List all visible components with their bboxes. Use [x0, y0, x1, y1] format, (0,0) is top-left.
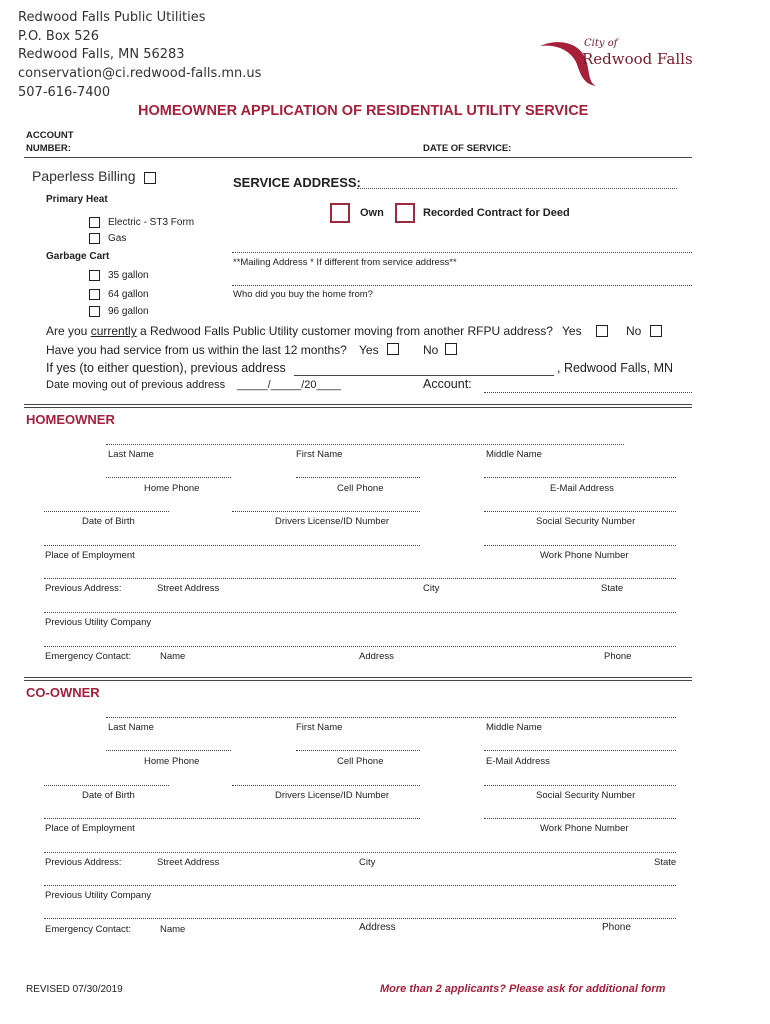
co-home-phone-label: Home Phone — [144, 756, 200, 767]
co-email-field[interactable] — [484, 750, 676, 751]
contact-phone: 507-616-7400 — [18, 85, 111, 100]
ho-cell-phone-field[interactable] — [296, 477, 420, 478]
garbage-cart-label: Garbage Cart — [46, 251, 110, 262]
account-label-2: NUMBER: — [26, 143, 71, 154]
city-logo — [536, 36, 693, 88]
ho-emergency-field[interactable] — [44, 646, 676, 647]
ho-email-label: E-Mail Address — [550, 483, 614, 494]
ho-email-field[interactable] — [484, 477, 676, 478]
ho-prev-utility-label: Previous Utility Company — [45, 617, 152, 628]
ho-dob-field[interactable] — [44, 511, 169, 512]
ho-work-phone-label: Work Phone Number — [540, 550, 629, 561]
question-current-pre: Are you — [46, 324, 91, 338]
co-state-label: State — [654, 857, 677, 868]
co-employment-label: Place of Employment — [45, 823, 135, 834]
co-dob-field[interactable] — [44, 785, 169, 786]
contact-email[interactable]: conservation@ci.redwood-falls.mn.us — [18, 66, 262, 81]
ho-home-phone-field[interactable] — [106, 477, 231, 478]
q1-yes-label: Yes — [562, 324, 582, 338]
ho-name-field[interactable] — [106, 444, 624, 445]
co-city-label: City — [359, 857, 376, 868]
co-work-phone-label: Work Phone Number — [540, 823, 629, 834]
ho-cell-phone-label: Cell Phone — [337, 483, 384, 494]
ho-dob-label: Date of Birth — [82, 516, 135, 527]
ho-employment-label: Place of Employment — [45, 550, 135, 561]
page-title: HOMEOWNER APPLICATION OF RESIDENTIAL UTILITY SERVICE — [138, 103, 589, 119]
coowner-heading: CO-OWNER — [26, 685, 100, 700]
co-emergency-phone-label: Phone — [602, 922, 631, 933]
previous-address-field[interactable] — [294, 375, 554, 376]
co-prev-address-field[interactable] — [44, 852, 676, 853]
ho-prev-address-label: Previous Address: — [45, 583, 122, 594]
co-ssn-field[interactable] — [484, 785, 676, 786]
account-question-label: Account: — [423, 377, 472, 391]
date-moving-label: Date moving out of previous address — [46, 379, 226, 391]
ho-state-label: State — [601, 583, 624, 594]
ho-ssn-field[interactable] — [484, 511, 676, 512]
revised-date: REVISED 07/30/2019 — [26, 984, 123, 995]
q2-yes-checkbox[interactable] — [387, 343, 399, 355]
previous-address-label: If yes (to either question), previous address — [46, 361, 286, 375]
own-checkbox[interactable] — [330, 203, 350, 223]
account-question-field[interactable] — [484, 392, 692, 393]
co-work-phone-field[interactable] — [484, 818, 676, 819]
q1-yes-checkbox[interactable] — [596, 325, 608, 337]
co-prev-address-label: Previous Address: — [45, 857, 122, 868]
cart-96-checkbox[interactable] — [89, 306, 100, 317]
org-name: Redwood Falls Public Utilities — [18, 10, 206, 25]
co-name-field[interactable] — [106, 717, 676, 718]
cart-35-label: 35 gallon — [108, 270, 149, 281]
co-last-name-label: Last Name — [108, 722, 154, 733]
co-license-label: Drivers License/ID Number — [275, 790, 390, 801]
question-current-underline: currently — [90, 324, 137, 338]
mailing-address-field[interactable] — [232, 252, 692, 253]
homeowner-heading: HOMEOWNER — [26, 412, 115, 427]
ho-ssn-label: Social Security Number — [536, 516, 636, 527]
ho-prev-address-field[interactable] — [44, 578, 676, 579]
ho-first-name-label: First Name — [296, 449, 343, 460]
co-prev-utility-field[interactable] — [44, 885, 676, 886]
ho-emergency-label: Emergency Contact: — [45, 651, 132, 662]
account-label-1: ACCOUNT — [26, 130, 74, 141]
co-emergency-label: Emergency Contact: — [45, 924, 132, 935]
ho-middle-name-label: Middle Name — [486, 449, 542, 460]
co-emergency-address-label: Address — [359, 922, 396, 933]
q2-no-checkbox[interactable] — [445, 343, 457, 355]
ho-emergency-address-label: Address — [359, 651, 394, 662]
ho-street-label: Street Address — [157, 583, 220, 594]
ho-license-label: Drivers License/ID Number — [275, 516, 390, 527]
date-of-service-label: DATE OF SERVICE: — [423, 143, 512, 154]
paperless-billing-checkbox[interactable] — [144, 172, 156, 184]
ho-last-name-label: Last Name — [108, 449, 154, 460]
co-emergency-name-label: Name — [160, 924, 186, 935]
ho-home-phone-label: Home Phone — [144, 483, 200, 494]
ho-employment-field[interactable] — [44, 545, 420, 546]
account-underline — [24, 157, 692, 158]
question-current-customer — [46, 324, 553, 338]
service-address-field[interactable] — [357, 188, 677, 189]
q1-no-checkbox[interactable] — [650, 325, 662, 337]
q2-yes-label: Yes — [359, 343, 379, 357]
logo-small-text: City of — [584, 38, 618, 49]
city-state: Redwood Falls, MN 56283 — [18, 47, 185, 62]
electric-checkbox[interactable] — [89, 217, 100, 228]
ho-city-label: City — [423, 583, 440, 594]
coowner-rule — [24, 677, 692, 681]
own-label: Own — [360, 207, 384, 219]
co-ssn-label: Social Security Number — [536, 790, 636, 801]
who-bought-label: Who did you buy the home from? — [233, 289, 373, 300]
date-moving-field[interactable]: _____/_____/20____ — [237, 379, 341, 391]
mailing-address-label: **Mailing Address * If different from service address** — [233, 257, 457, 268]
ho-work-phone-field[interactable] — [484, 545, 676, 546]
co-middle-name-label: Middle Name — [486, 722, 542, 733]
po-box: P.O. Box 526 — [18, 29, 100, 44]
co-emergency-field[interactable] — [44, 918, 676, 919]
cart-64-checkbox[interactable] — [89, 289, 100, 300]
recorded-contract-label: Recorded Contract for Deed — [423, 207, 570, 219]
paperless-billing-label: Paperless Billing — [32, 168, 136, 184]
co-dob-label: Date of Birth — [82, 790, 135, 801]
gas-label: Gas — [108, 233, 127, 244]
electric-label: Electric - ST3 Form — [108, 217, 195, 228]
ho-prev-utility-field[interactable] — [44, 612, 676, 613]
who-bought-field[interactable] — [232, 285, 692, 286]
co-first-name-label: First Name — [296, 722, 343, 733]
co-employment-field[interactable] — [44, 818, 420, 819]
ho-license-field[interactable] — [232, 511, 420, 512]
question-recent-service: Have you had service from us within the last 12 months? — [46, 343, 347, 357]
redwood-falls-label: , Redwood Falls, MN — [557, 361, 674, 375]
co-cell-phone-label: Cell Phone — [337, 756, 384, 767]
logo-main-text: Redwood Falls — [582, 50, 693, 68]
cart-96-label: 96 gallon — [108, 306, 149, 317]
cart-64-label: 64 gallon — [108, 289, 149, 300]
q1-no-label: No — [626, 324, 642, 338]
ho-emergency-phone-label: Phone — [604, 651, 632, 662]
service-address-label: SERVICE ADDRESS: — [233, 175, 361, 190]
co-street-label: Street Address — [157, 857, 220, 868]
q2-no-label: No — [423, 343, 439, 357]
additional-applicants-note: More than 2 applicants? Please ask for additional form — [380, 983, 666, 995]
primary-heat-label: Primary Heat — [46, 194, 108, 205]
ho-emergency-name-label: Name — [160, 651, 186, 662]
co-email-label: E-Mail Address — [486, 756, 550, 767]
co-license-field[interactable] — [232, 785, 420, 786]
homeowner-rule — [24, 404, 692, 408]
recorded-contract-checkbox[interactable] — [395, 203, 415, 223]
co-home-phone-field[interactable] — [106, 750, 231, 751]
question-current-post: a Redwood Falls Public Utility customer moving from another RFPU address? — [136, 324, 553, 338]
cart-35-checkbox[interactable] — [89, 270, 100, 281]
co-prev-utility-label: Previous Utility Company — [45, 890, 152, 901]
co-cell-phone-field[interactable] — [296, 750, 420, 751]
gas-checkbox[interactable] — [89, 233, 100, 244]
